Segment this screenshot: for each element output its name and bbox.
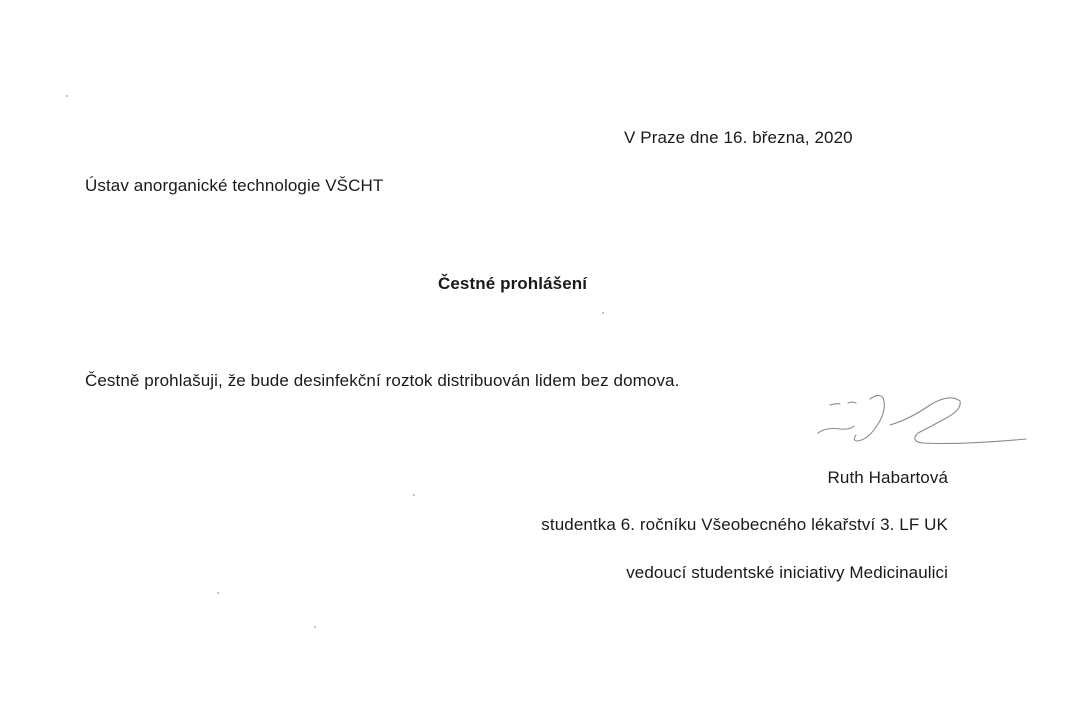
scan-speck <box>602 312 604 314</box>
handwritten-signature <box>790 383 1040 463</box>
signer-name: Ruth Habartová <box>827 468 948 487</box>
scan-speck <box>413 494 415 496</box>
scan-speck <box>217 592 219 594</box>
signer-block <box>541 468 948 583</box>
addressee: Ústav anorganické technologie VŠCHT <box>85 176 384 195</box>
signer-role: studentka 6. ročníku Všeobecného lékařství 3. LF UK <box>541 515 948 534</box>
scan-speck <box>66 95 68 97</box>
signer-position: vedoucí studentské iniciativy Medicinaulici <box>626 563 948 582</box>
scan-speck <box>314 626 316 628</box>
place-date: V Praze dne 16. března, 2020 <box>624 128 853 147</box>
document-title: Čestné prohlášení <box>438 274 588 293</box>
statement-text: Čestně prohlašuji, že bude desinfekční roztok distribuován lidem bez domova. <box>85 371 680 390</box>
